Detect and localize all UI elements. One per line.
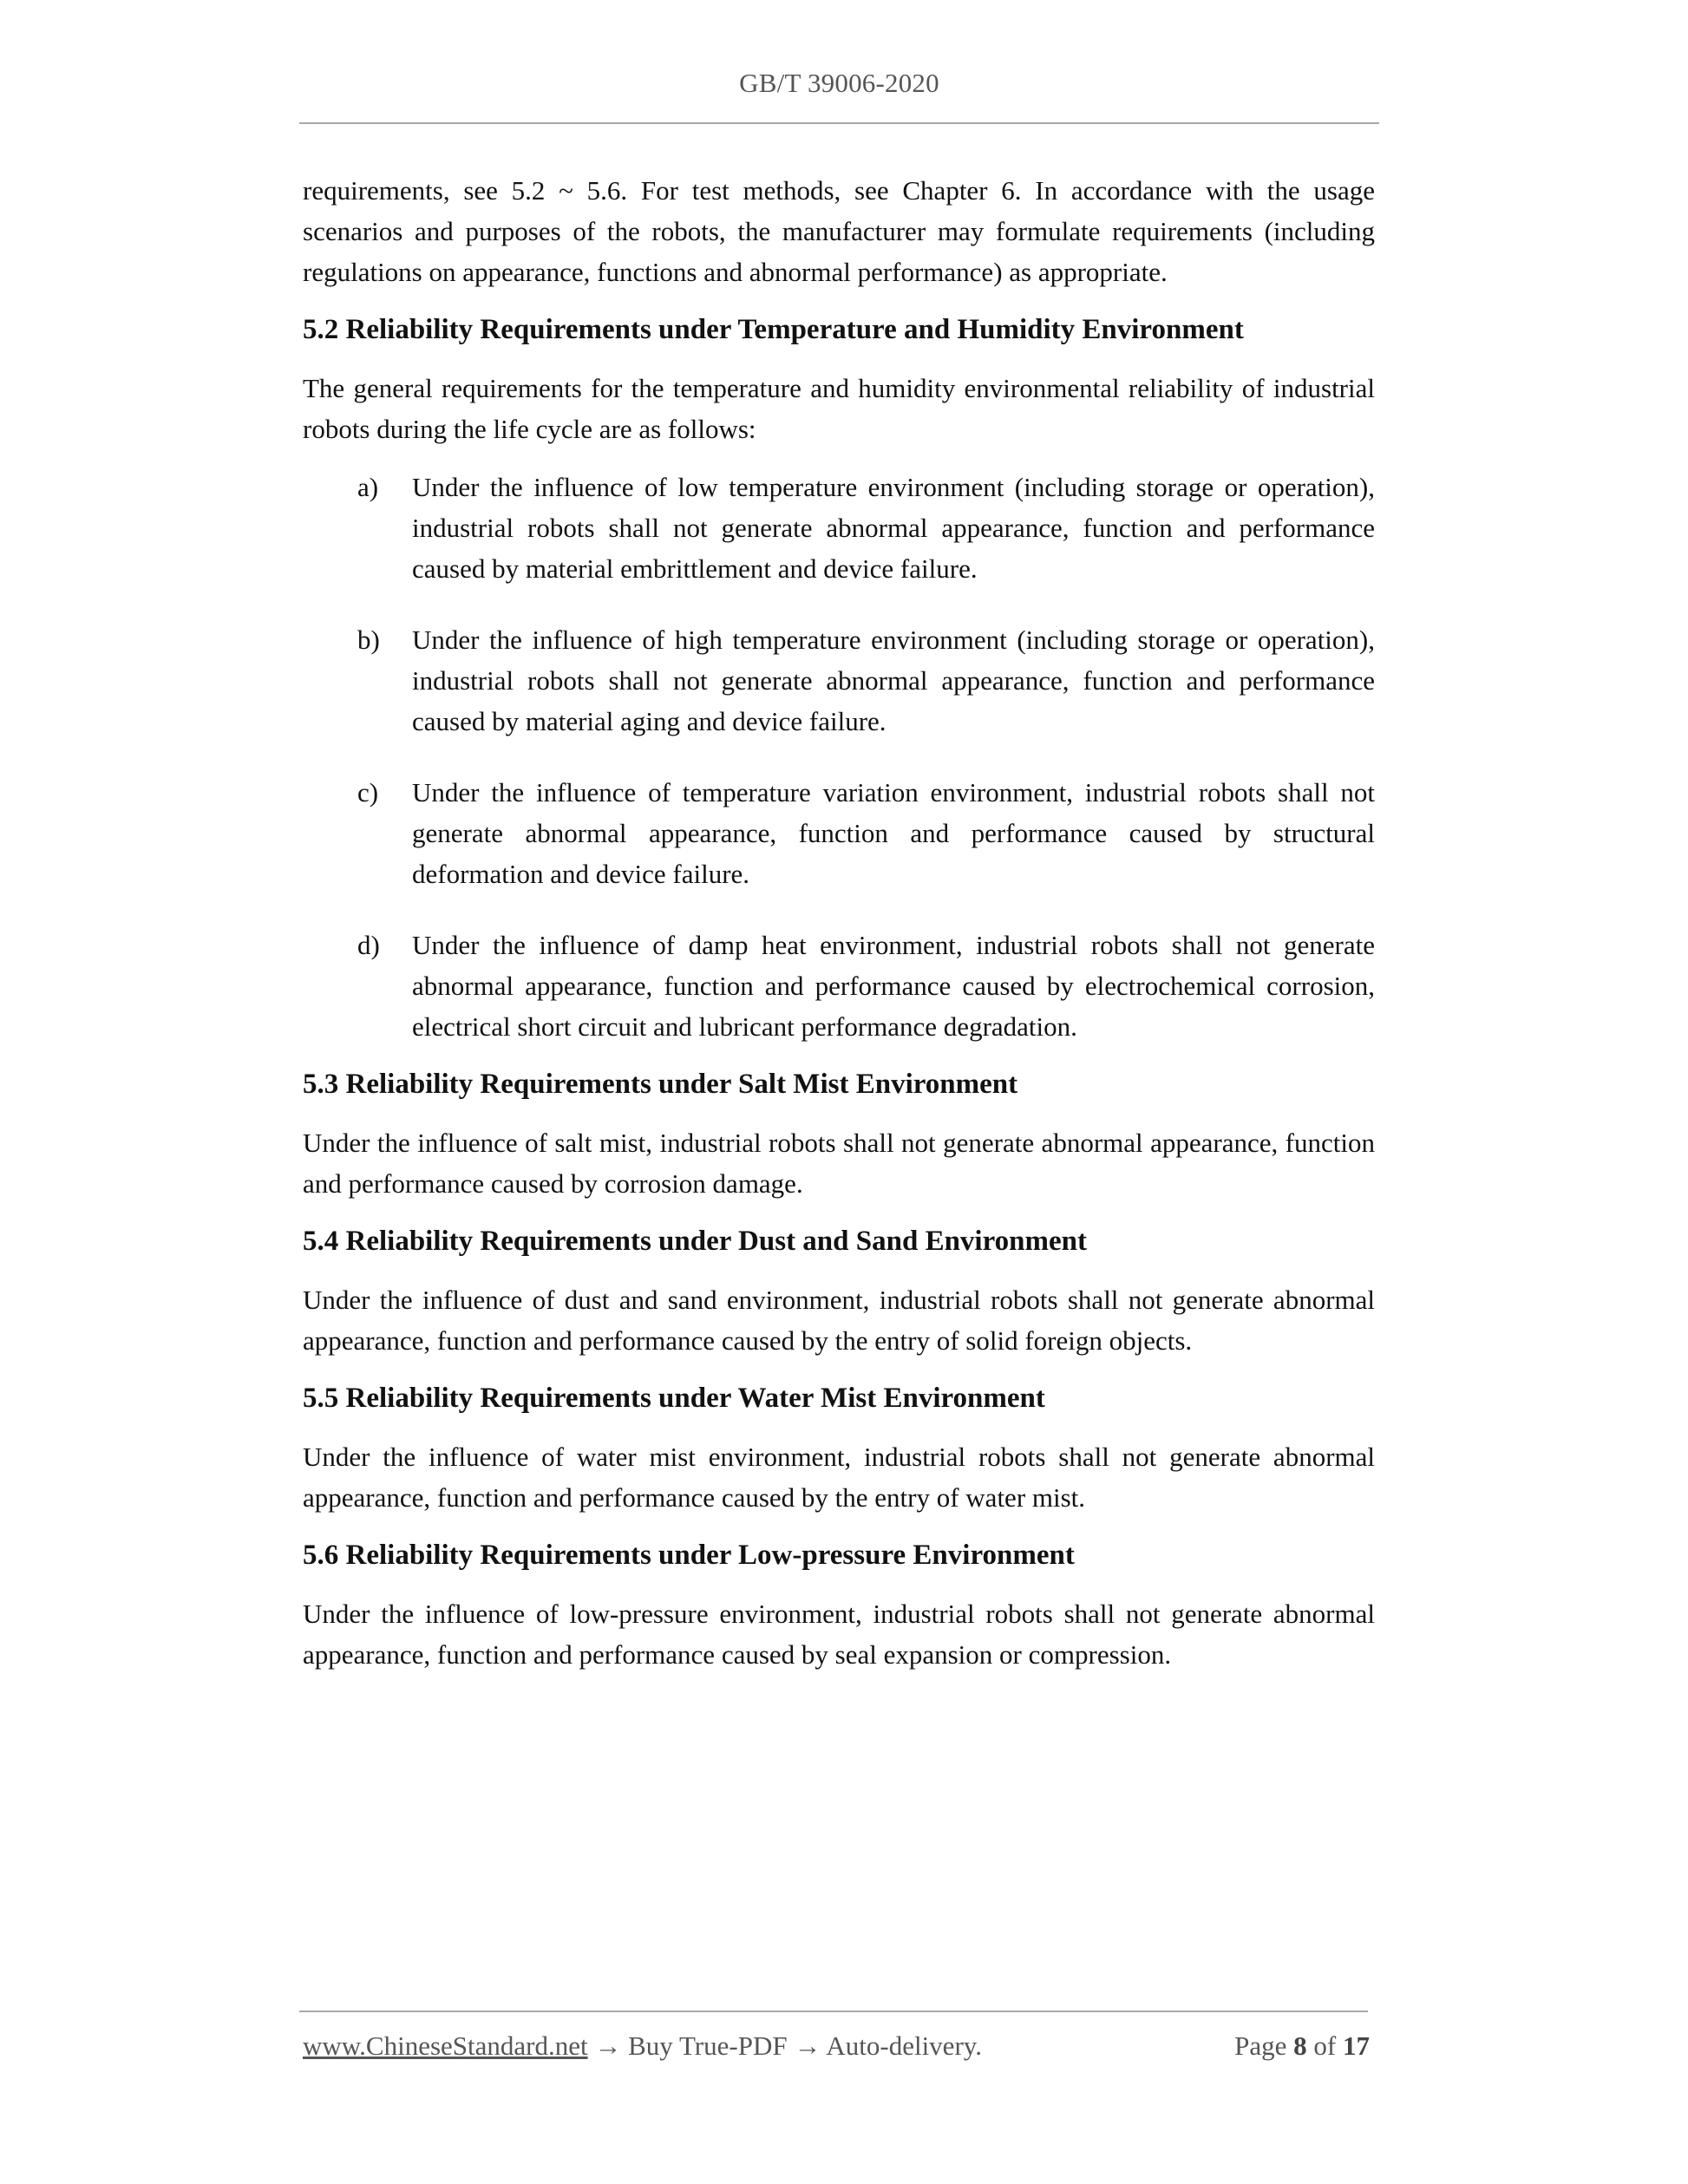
page-label: Page (1234, 2030, 1287, 2061)
section-heading-5-3: 5.3 Reliability Requirements under Salt Mist Environment (303, 1069, 1018, 1100)
list-item-d (303, 925, 1375, 1047)
page-content (303, 170, 1375, 1675)
requirement-list (303, 467, 1375, 1047)
list-item-text: Under the influence of temperature variation environment, industrial robots shall not generate abnormal appearance, function and performance caused by structural deformation and device failure. (412, 777, 1375, 889)
footer-divider (299, 2011, 1368, 2012)
website-link[interactable]: www.ChineseStandard.net (303, 2030, 588, 2061)
intro-paragraph: requirements, see 5.2 ~ 5.6. For test methods, see Chapter 6. In accordance with the usage scenarios and purposes of the robots, the manufacturer may formulate requirements (including regulations on appearance, functions and abnormal performance) as appropriate. (303, 175, 1375, 287)
footer-promo (303, 2030, 982, 2062)
section-paragraph-5-4: Under the influence of dust and sand environment, industrial robots shall not generate abnormal appearance, function and performance caused by the entry of solid foreign objects. (303, 1285, 1375, 1356)
list-item-text: Under the influence of low temperature environment (including storage or operation), industrial robots shall not generate abnormal appearance, function and performance caused by material embrittlement and device failure. (412, 472, 1375, 584)
section-heading-5-5: 5.5 Reliability Requirements under Water Mist Environment (303, 1383, 1045, 1414)
section-paragraph-5-3: Under the influence of salt mist, industrial robots shall not generate abnormal appearance, function and performance caused by corrosion damage. (303, 1128, 1375, 1199)
list-item-a (303, 467, 1375, 589)
list-item-c (303, 772, 1375, 894)
list-item-text: Under the influence of damp heat environment, industrial robots shall not generate abnormal appearance, function and performance caused by electrochemical corrosion, electrical short circuit and lubricant performance degradation. (412, 930, 1375, 1042)
current-page-number: 8 (1293, 2030, 1307, 2061)
footer-tagline: → Buy True-PDF → Auto-delivery. (587, 2030, 982, 2061)
section-heading-5-4: 5.4 Reliability Requirements under Dust and Sand Environment (303, 1226, 1087, 1257)
list-item-text: Under the influence of high temperature environment (including storage or operation), industrial robots shall not generate abnormal appearance, function and performance caused by material aging and device failure. (412, 624, 1375, 736)
list-marker: c) (357, 777, 379, 808)
page-footer (303, 2030, 1370, 2069)
section-paragraph-5-6: Under the influence of low-pressure environment, industrial robots shall not generate abnormal appearance, function and performance caused by seal expansion or compression. (303, 1599, 1375, 1670)
section-heading-5-6: 5.6 Reliability Requirements under Low-pressure Environment (303, 1540, 1075, 1571)
section-paragraph-5-5: Under the influence of water mist environment, industrial robots shall not generate abnormal appearance, function and performance caused by the entry of water mist. (303, 1442, 1375, 1513)
list-item-b (303, 619, 1375, 742)
section-heading-5-2: 5.2 Reliability Requirements under Temperature and Humidity Environment (303, 314, 1244, 345)
of-label: of (1313, 2030, 1337, 2061)
list-marker: a) (357, 472, 379, 502)
header-divider (299, 122, 1379, 124)
total-pages-number: 17 (1343, 2030, 1370, 2061)
list-marker: d) (357, 930, 380, 960)
list-marker: b) (357, 624, 380, 655)
section-paragraph-5-2: The general requirements for the temperature and humidity environmental reliability of industrial robots during the life cycle are as follows: (303, 373, 1375, 444)
page-indicator (1234, 2030, 1370, 2062)
document-code-header: GB/T 39006-2020 (739, 68, 939, 98)
